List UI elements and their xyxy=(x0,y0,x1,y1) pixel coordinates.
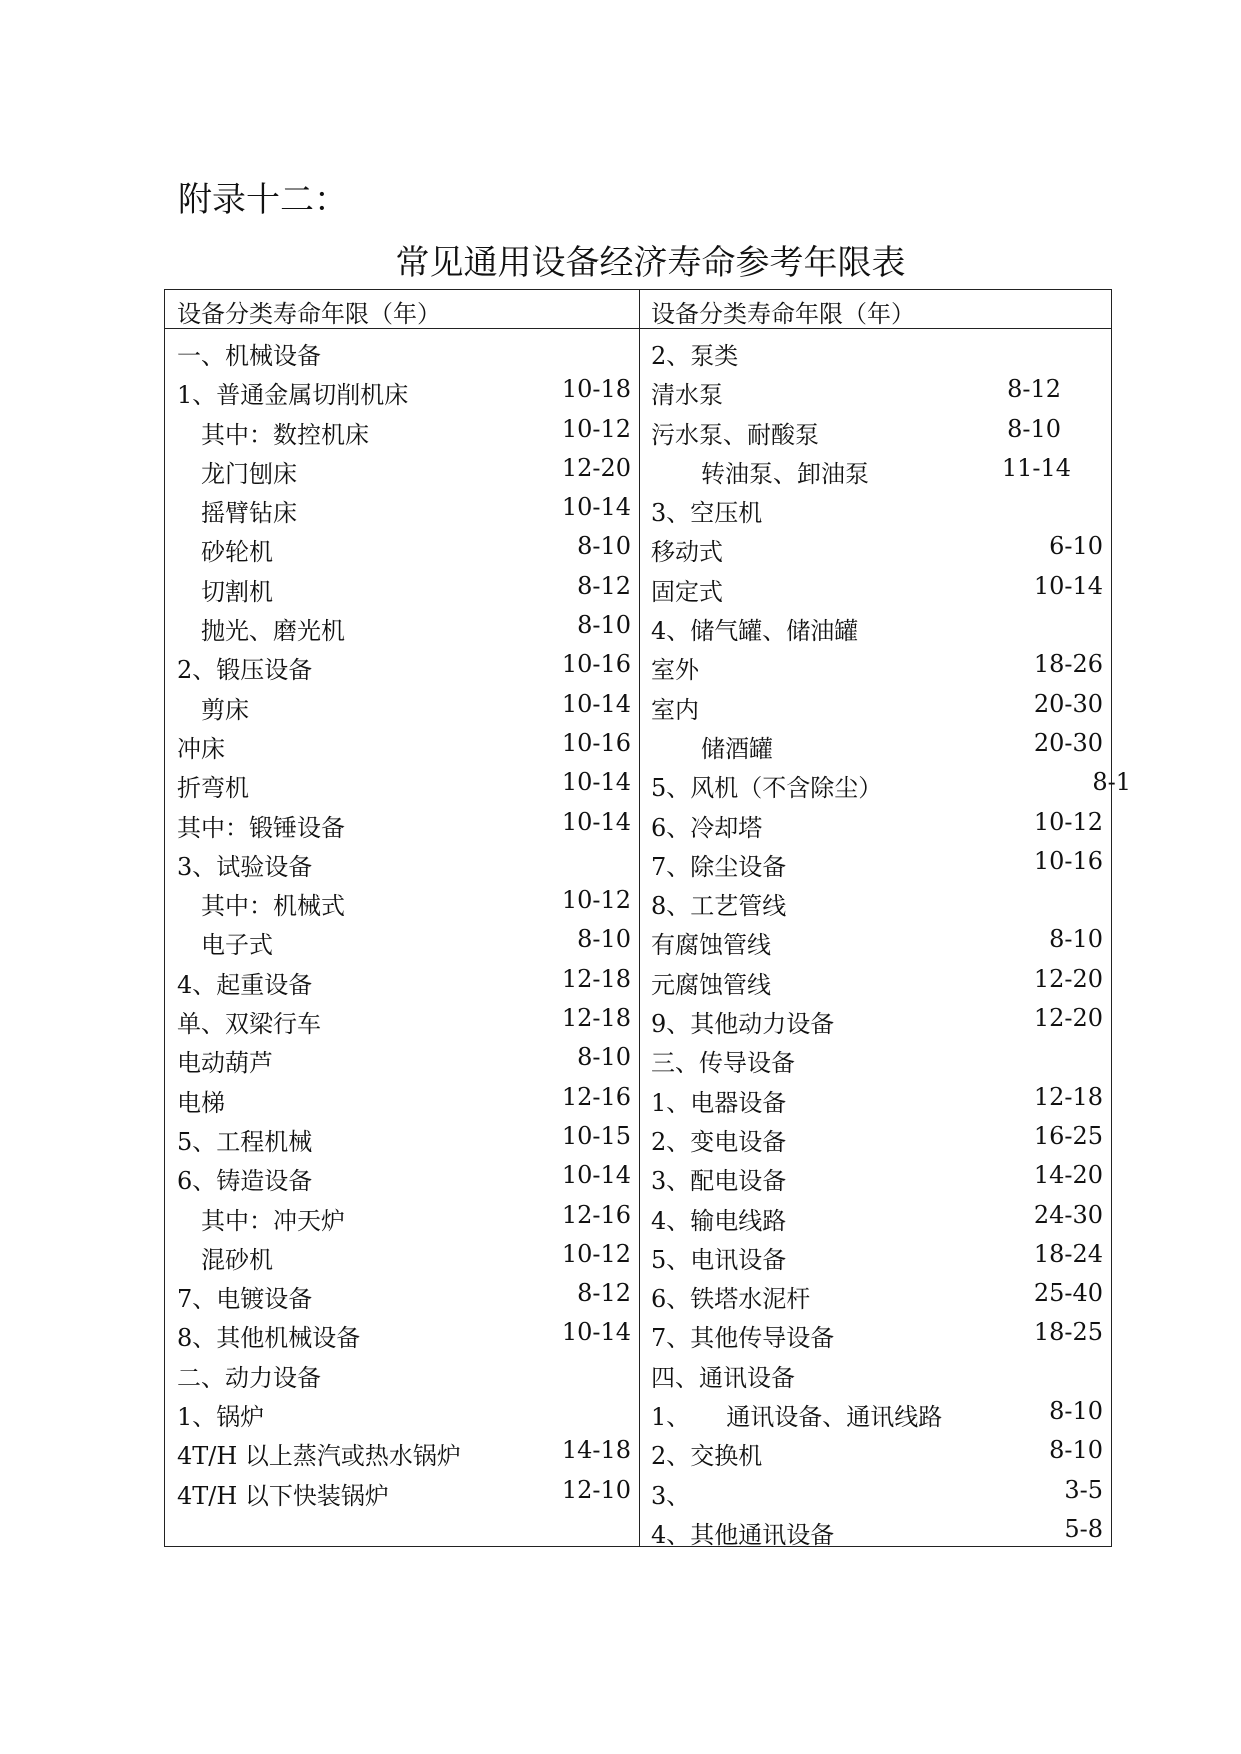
table-row xyxy=(641,802,1111,841)
equipment-label: 移动式 xyxy=(651,538,723,567)
equipment-label: 二、动力设备 xyxy=(177,1363,321,1392)
header-left: 设备分类寿命年限（年） xyxy=(177,300,441,328)
table-row xyxy=(641,998,1111,1037)
lifespan-value: 8-10 xyxy=(1049,925,1103,954)
equipment-label: 4、储气罐、储油罐 xyxy=(651,617,859,646)
lifespan-value: 12-18 xyxy=(1033,1082,1103,1111)
lifespan-value: 8-10 xyxy=(577,925,631,954)
equipment-label: 3、试验设备 xyxy=(177,852,313,881)
equipment-label: 室内 xyxy=(651,695,699,724)
equipment-label: 其中：锻锤设备 xyxy=(177,813,345,842)
equipment-label: 切割机 xyxy=(201,577,273,606)
lifespan-value: 14-18 xyxy=(561,1436,631,1465)
lifespan-value: 8-10 xyxy=(1049,1436,1103,1465)
equipment-label: 电动葫芦 xyxy=(177,1049,273,1078)
equipment-label: 4T/H 以上蒸汽或热水锅炉 xyxy=(177,1442,461,1471)
equipment-label: 8、其他机械设备 xyxy=(177,1324,361,1353)
table-row xyxy=(641,919,1111,958)
table-row xyxy=(641,369,1111,408)
lifespan-value: 10-12 xyxy=(561,414,631,443)
equipment-label: 7、电镀设备 xyxy=(177,1285,313,1314)
lifespan-value: 18-26 xyxy=(1033,650,1103,679)
table-row xyxy=(641,1312,1111,1351)
table-row xyxy=(641,1470,1111,1509)
table-row xyxy=(165,841,639,880)
equipment-label: 5、电讯设备 xyxy=(651,1245,787,1274)
table-row xyxy=(165,1234,639,1273)
equipment-label: 砂轮机 xyxy=(201,538,273,567)
table-row xyxy=(165,369,639,408)
lifespan-value: 14-20 xyxy=(1033,1161,1103,1190)
lifespan-value: 8-10 xyxy=(577,611,631,640)
lifespan-value: 16-25 xyxy=(1033,1121,1103,1150)
equipment-label: 6、铸造设备 xyxy=(177,1167,313,1196)
appendix-label: 附录十二： xyxy=(178,180,348,220)
table-row xyxy=(641,723,1111,762)
table-row xyxy=(641,959,1111,998)
table-row xyxy=(641,1352,1111,1391)
equipment-label: 3、空压机 xyxy=(651,499,763,528)
table-row xyxy=(641,1234,1111,1273)
table-row xyxy=(165,1430,639,1469)
table-row xyxy=(165,1195,639,1234)
equipment-label: 4、输电线路 xyxy=(651,1206,787,1235)
lifespan-value: 8-12 xyxy=(1007,375,1061,404)
table-row xyxy=(165,1037,639,1076)
header-right: 设备分类寿命年限（年） xyxy=(651,300,915,328)
lifespan-value: 10-14 xyxy=(1033,571,1103,600)
lifespan-value: 10-14 xyxy=(561,768,631,797)
equipment-label: 龙门刨床 xyxy=(201,459,297,488)
lifespan-value: 18-24 xyxy=(1033,1239,1103,1268)
table-row xyxy=(165,1155,639,1194)
equipment-label: 室外 xyxy=(651,656,699,685)
table-row xyxy=(641,1037,1111,1076)
table-row xyxy=(641,684,1111,723)
lifespan-value: 10-12 xyxy=(561,1239,631,1268)
equipment-label: 2、变电设备 xyxy=(651,1127,787,1156)
lifespan-value: 10-14 xyxy=(561,1318,631,1347)
table-row xyxy=(641,880,1111,919)
table-row xyxy=(165,1352,639,1391)
lifespan-value: 12-18 xyxy=(561,964,631,993)
table-row xyxy=(641,1273,1111,1312)
lifespan-value: 10-14 xyxy=(561,689,631,718)
equipment-label: 转油泵、卸油泵 xyxy=(701,459,869,488)
table-row xyxy=(165,762,639,801)
equipment-label: 电梯 xyxy=(177,1088,225,1117)
lifespan-value: 6-10 xyxy=(1049,532,1103,561)
table-row xyxy=(641,566,1111,605)
equipment-label: 其中：数控机床 xyxy=(201,420,369,449)
equipment-label: 9、其他动力设备 xyxy=(651,1010,835,1039)
equipment-label: 四、通讯设备 xyxy=(651,1363,795,1392)
equipment-label: 2、交换机 xyxy=(651,1442,763,1471)
table-row xyxy=(641,409,1111,448)
right-column xyxy=(641,330,1131,1549)
table-row xyxy=(165,998,639,1037)
column-divider xyxy=(639,290,640,1546)
equipment-label: 其中：机械式 xyxy=(201,892,345,921)
equipment-label: 4、其他通讯设备 xyxy=(651,1520,835,1549)
equipment-label: 抛光、磨光机 xyxy=(201,617,345,646)
lifespan-value: 8-12 xyxy=(577,571,631,600)
table-row xyxy=(641,1195,1111,1234)
table-row xyxy=(165,409,639,448)
table-row xyxy=(165,644,639,683)
table-row xyxy=(165,566,639,605)
lifespan-value: 10-16 xyxy=(1033,846,1103,875)
equipment-label: 清水泵 xyxy=(651,381,723,410)
equipment-label: 3、配电设备 xyxy=(651,1167,787,1196)
table-row xyxy=(641,448,1111,487)
table-row xyxy=(641,1116,1111,1155)
table-row xyxy=(165,330,639,369)
equipment-label: 混砂机 xyxy=(201,1245,273,1274)
lifespan-value: 8-10 xyxy=(577,532,631,561)
table-row xyxy=(641,1430,1111,1469)
table-row xyxy=(641,330,1111,369)
table-row xyxy=(641,644,1111,683)
table-row xyxy=(165,880,639,919)
equipment-label: 电子式 xyxy=(201,931,273,960)
lifespan-value: 10-15 xyxy=(561,1121,631,1150)
lifespan-value: 8-12 xyxy=(577,1279,631,1308)
equipment-label: 剪床 xyxy=(201,695,249,724)
equipment-label: 单、双梁行车 xyxy=(177,1010,321,1039)
lifespan-value: 8-1 xyxy=(1092,768,1131,797)
lifespan-value: 10-16 xyxy=(561,650,631,679)
lifespan-value: 12-20 xyxy=(561,453,631,482)
table-row xyxy=(165,959,639,998)
equipment-label: 4T/H 以下快装锅炉 xyxy=(177,1481,389,1510)
equipment-label: 3、 xyxy=(651,1481,691,1510)
table-row xyxy=(165,448,639,487)
lifespan-value: 5-8 xyxy=(1064,1514,1103,1543)
page-title: 常见通用设备经济寿命参考年限表 xyxy=(395,243,906,283)
equipment-label: 1、普通金属切削机床 xyxy=(177,381,409,410)
lifespan-value: 12-20 xyxy=(1033,964,1103,993)
lifespan-value: 10-14 xyxy=(561,807,631,836)
table-row xyxy=(165,1312,639,1351)
equipment-label: 7、除尘设备 xyxy=(651,852,787,881)
equipment-label: 6、冷却塔 xyxy=(651,813,763,842)
table-row xyxy=(165,919,639,958)
table-row xyxy=(641,762,1131,803)
table-row xyxy=(165,605,639,644)
equipment-label: 5、工程机械 xyxy=(177,1127,313,1156)
lifespan-value: 8-10 xyxy=(1007,414,1061,443)
table-row xyxy=(165,526,639,565)
equipment-label: 5、风机（不含除尘） xyxy=(651,774,883,803)
table-row xyxy=(641,487,1111,526)
table-row xyxy=(641,1077,1111,1116)
lifespan-value: 18-25 xyxy=(1033,1318,1103,1347)
equipment-label: 三、传导设备 xyxy=(651,1049,795,1078)
table-row xyxy=(641,605,1111,644)
lifespan-value: 12-16 xyxy=(561,1200,631,1229)
lifespan-value: 10-14 xyxy=(561,1161,631,1190)
equipment-label: 元腐蚀管线 xyxy=(651,970,771,999)
lifespan-value: 20-30 xyxy=(1033,728,1103,757)
lifespan-value: 11-14 xyxy=(1001,453,1071,482)
table-row xyxy=(165,487,639,526)
equipment-label: 7、其他传导设备 xyxy=(651,1324,835,1353)
table-row xyxy=(641,1155,1111,1194)
equipment-label: 其中：冲天炉 xyxy=(201,1206,345,1235)
lifespan-value: 12-20 xyxy=(1033,1004,1103,1033)
equipment-label: 2、泵类 xyxy=(651,342,739,370)
equipment-label: 有腐蚀管线 xyxy=(651,931,771,960)
table-row xyxy=(165,684,639,723)
equipment-label: 4、起重设备 xyxy=(177,970,313,999)
equipment-label: 1、 通讯设备、通讯线路 xyxy=(651,1403,943,1432)
equipment-label: 冲床 xyxy=(177,734,225,763)
table-row xyxy=(165,1273,639,1312)
left-column xyxy=(165,330,639,1509)
equipment-label: 一、机械设备 xyxy=(177,342,321,370)
table-row xyxy=(165,802,639,841)
table-row xyxy=(641,1391,1111,1430)
lifespan-value: 3-5 xyxy=(1064,1475,1103,1504)
table-row xyxy=(165,1116,639,1155)
equipment-label: 折弯机 xyxy=(177,774,249,803)
lifespan-value: 12-16 xyxy=(561,1082,631,1111)
lifespan-value: 10-18 xyxy=(561,375,631,404)
table-row xyxy=(641,841,1111,880)
lifespan-value: 10-12 xyxy=(1033,807,1103,836)
lifespan-value: 8-10 xyxy=(577,1043,631,1072)
lifespan-value: 25-40 xyxy=(1033,1279,1103,1308)
lifespan-value: 20-30 xyxy=(1033,689,1103,718)
table-row xyxy=(641,1509,1111,1548)
lifespan-value: 12-18 xyxy=(561,1004,631,1033)
equipment-label: 6、铁塔水泥杆 xyxy=(651,1285,811,1314)
lifespan-value: 10-12 xyxy=(561,886,631,915)
equipment-label: 1、电器设备 xyxy=(651,1088,787,1117)
equipment-label: 储酒罐 xyxy=(701,734,773,763)
equipment-label: 8、工艺管线 xyxy=(651,892,787,921)
equipment-label: 1、锅炉 xyxy=(177,1403,265,1432)
table-row xyxy=(165,723,639,762)
lifespan-table xyxy=(164,289,1131,1549)
table-row xyxy=(165,1470,639,1509)
equipment-label: 污水泵、耐酸泵 xyxy=(651,420,819,449)
lifespan-value: 24-30 xyxy=(1033,1200,1103,1229)
equipment-label: 固定式 xyxy=(651,577,723,606)
table-row xyxy=(165,1077,639,1116)
equipment-label: 摇臂钻床 xyxy=(201,499,297,528)
table-row xyxy=(165,1391,639,1430)
table-row xyxy=(641,526,1111,565)
equipment-label: 2、锻压设备 xyxy=(177,656,313,685)
lifespan-value: 12-10 xyxy=(561,1475,631,1504)
lifespan-value: 10-16 xyxy=(561,728,631,757)
lifespan-value: 10-14 xyxy=(561,493,631,522)
lifespan-value: 8-10 xyxy=(1049,1397,1103,1426)
